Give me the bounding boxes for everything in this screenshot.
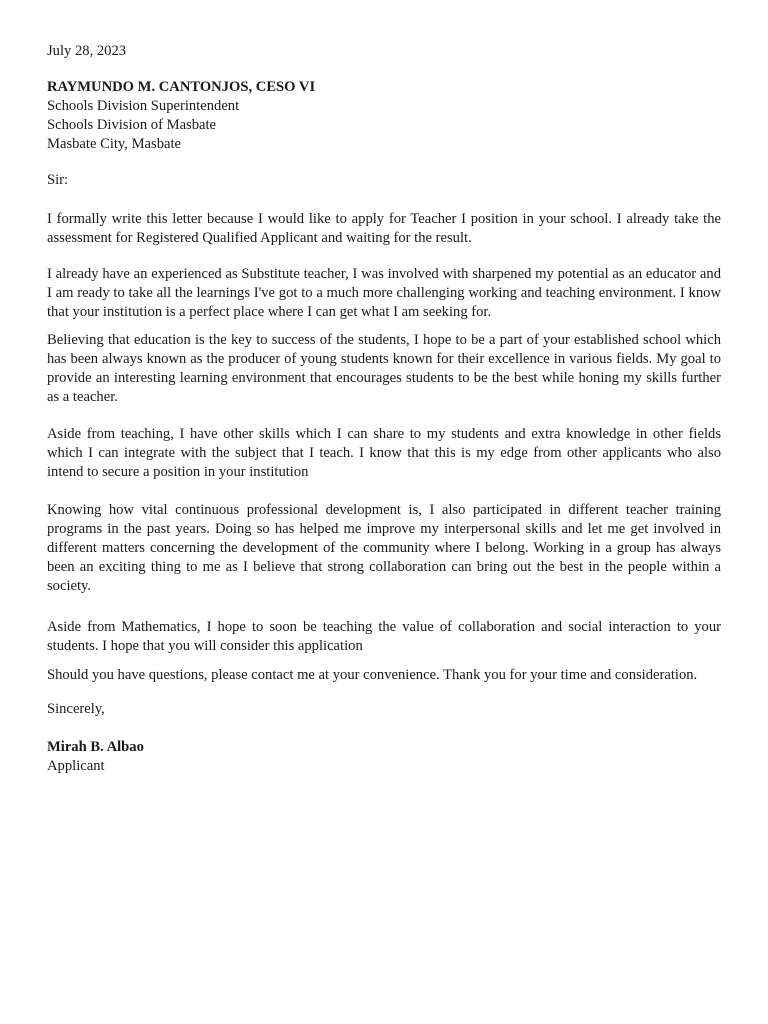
recipient-address: Masbate City, Masbate [47,136,182,152]
recipient-office: Schools Division of Masbate [47,117,217,133]
body-paragraph-6: Aside from Mathematics, I hope to soon be teaching the value of collaboration and social interaction to your students. I hope that you will consider this application [47,619,721,654]
body-paragraph-3: Believing that education is the key to success of the students, I hope to be a part of your established school which has been always known as the producer of young students known for their excellence in various fields. My goal to provide an interesting learning environment that encourages students to be the best while honing my skills further as a teacher. [47,332,721,405]
signatory-title: Applicant [47,758,105,774]
recipient-block [47,78,721,154]
recipient-title: Schools Division Superintendent [47,98,240,114]
body-paragraph-4: Aside from teaching, I have other skills which I can share to my students and extra knowledge in other fields which I can integrate with the subject that I teach. I know that this is my edge from other applicants who also intend to secure a position in your institution [47,426,721,480]
letter-page [47,42,721,776]
body-paragraph-2: I already have an experienced as Substitute teacher, I was involved with sharpened my potential as an educator and I am ready to take all the learnings I've got to a much more challenging working and teaching environment. I know that your institution is a perfect place where I can get what I am seeking for. [47,266,721,320]
salutation: Sir: [47,172,69,188]
body-paragraph-5: Knowing how vital continuous professional development is, I also participated in different teacher training programs in the past years. Doing so has helped me improve my interpersonal skills and let me get involved in different matters concerning the development of the community where I belong. Working in a group has always been an exciting thing to me as I believe that strong collaboration can bring out the best in the people within a society. [47,502,721,594]
recipient-name: RAYMUNDO M. CANTONJOS, CESO VI [47,79,316,95]
body-paragraph-7: Should you have questions, please contact me at your convenience. Thank you for your time and consideration. [47,667,698,683]
body-paragraph-1: I formally write this letter because I would like to apply for Teacher I position in your school. I already take the assessment for Registered Qualified Applicant and waiting for the result. [47,211,721,246]
closing: Sincerely, [47,701,105,717]
letter-date: July 28, 2023 [47,43,127,59]
signatory-name: Mirah B. Albao [47,739,144,755]
